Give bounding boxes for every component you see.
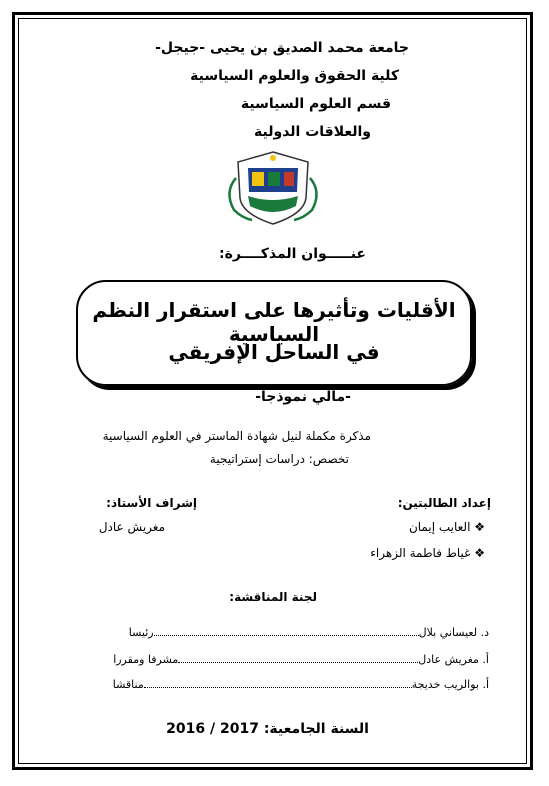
committee-member-name: د. لعيساني بلال <box>418 626 489 639</box>
dotted-leader <box>178 662 418 663</box>
dotted-leader <box>144 687 412 688</box>
memo-description: مذكرة مكملة لنيل شهادة الماستر في العلوم السياسية <box>102 429 371 443</box>
student-item <box>370 546 485 560</box>
student-name: العايب إيمان <box>408 520 471 534</box>
diamond-bullet-icon: ❖ <box>474 546 485 560</box>
university-name: جامعة محمد الصديق بن يحيى -جيجل- <box>155 40 409 56</box>
department-name-cont: والعلاقات الدولية <box>254 124 371 140</box>
committee-member-role: رئيسا <box>128 626 154 639</box>
department-name: قسم العلوم السياسية <box>240 96 391 112</box>
academic-year <box>166 721 369 737</box>
university-emblem-icon <box>218 148 328 228</box>
thesis-subtitle: -مالي نموذجا- <box>255 389 351 405</box>
student-name: غياط فاطمة الزهراء <box>370 546 471 560</box>
committee-member-name: أ. مغريش عادل <box>418 653 489 666</box>
diamond-bullet-icon: ❖ <box>474 520 485 534</box>
committee-member-name: أ. بوالريب خديجة <box>411 678 489 691</box>
supervisor-label: إشراف الأستاذ: <box>106 496 197 510</box>
committee-row <box>113 653 489 666</box>
student-item <box>409 520 485 534</box>
thesis-title-label: عنـــــوان المذكــــرة: <box>219 246 366 262</box>
specialty: تخصص: دراسات إستراتيجية <box>209 452 349 466</box>
faculty-name: كلية الحقوق والعلوم السياسية <box>190 68 399 84</box>
committee-row <box>113 678 489 691</box>
committee-member-role: مشرفا ومقررا <box>113 653 179 666</box>
committee-row <box>129 626 489 639</box>
thesis-title-line2: في الساحل الإفريقي <box>168 340 380 364</box>
committee-member-role: مناقشا <box>112 678 144 691</box>
thesis-title-line1: الأقليات وتأثيرها على استقرار النظم السياسية <box>92 298 456 346</box>
academic-year-value: 2016 / 2017 <box>166 721 259 737</box>
supervisor-name: مغريش عادل <box>98 520 165 534</box>
thesis-title-box <box>76 280 472 386</box>
dotted-leader <box>154 635 419 636</box>
students-label: إعداد الطالبتين: <box>397 496 491 510</box>
committee-label: لجنة المناقشة: <box>229 590 317 604</box>
academic-year-label: السنة الجامعية: <box>263 721 369 737</box>
